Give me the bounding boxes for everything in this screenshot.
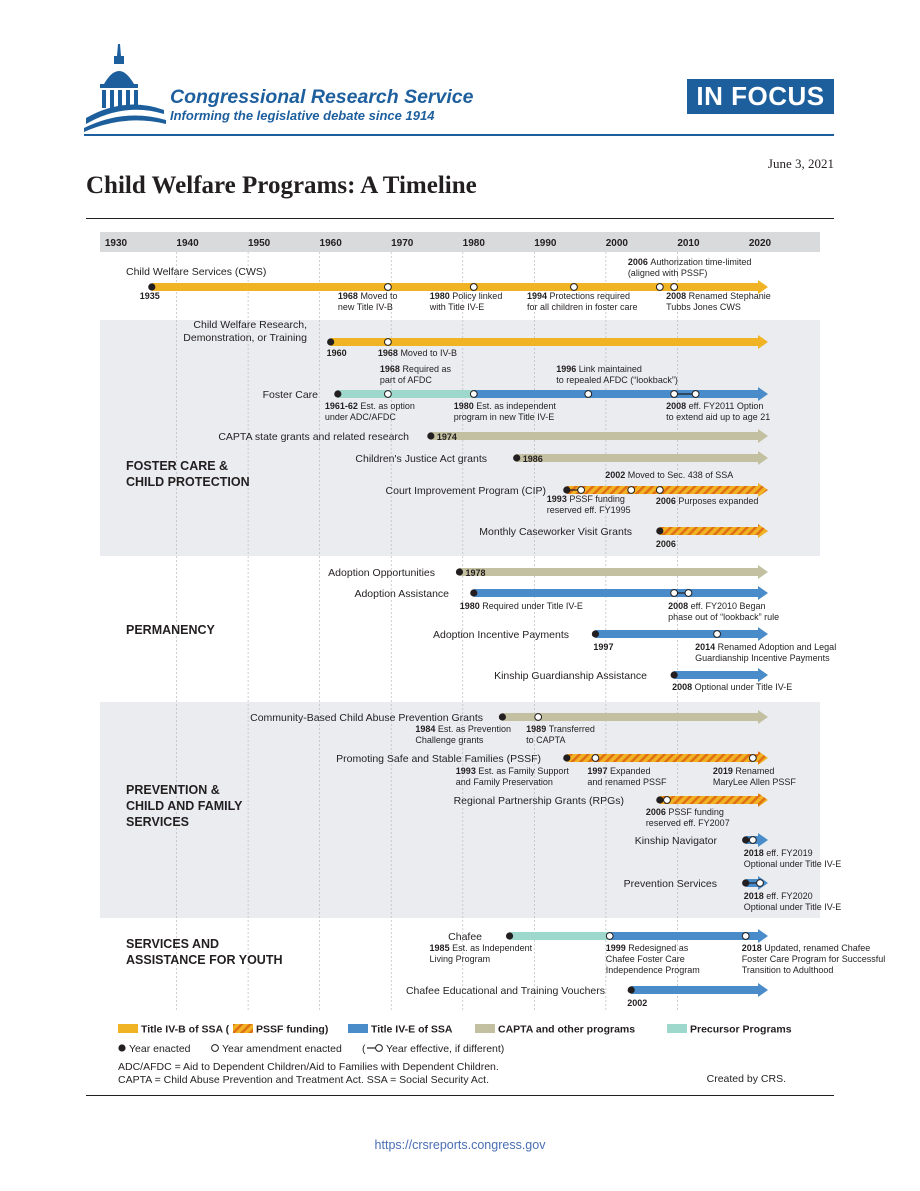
effective-marker (749, 837, 756, 844)
section-label: CHILD PROTECTION (126, 475, 250, 489)
milestone-year: 1994 (526, 291, 550, 301)
milestone-year: 1989 (526, 724, 549, 734)
program-label: Adoption Incentive Payments (433, 629, 569, 641)
program-label: Foster Care (262, 389, 318, 401)
program-label: Children's Justice Act grants (355, 453, 487, 465)
milestone-text: eff. FY2011 Option (688, 401, 764, 411)
milestone-note (646, 807, 724, 817)
legend-effective-marker (376, 1045, 383, 1052)
milestone-year: 2008 (666, 291, 689, 301)
legend-marker-label: Year amendment enacted (222, 1043, 342, 1055)
milestone-note-line: and Family Preservation (455, 777, 553, 787)
milestone-year: 1997 (593, 642, 614, 652)
milestone-note (430, 943, 533, 953)
milestone-note (378, 348, 457, 358)
milestone-year: 2008 (668, 601, 691, 611)
milestone-note-line: reserved eff. FY2007 (645, 818, 730, 828)
program-label: Chafee (448, 931, 482, 943)
milestone-year: 1978 (465, 568, 486, 578)
milestone-note (742, 943, 871, 953)
milestone-note (327, 348, 347, 358)
milestone-text: Required as (402, 364, 451, 374)
milestone-note-line: new Title IV-B (337, 302, 393, 312)
section-label: SERVICES (126, 815, 189, 829)
milestone-year: 1961-62 (324, 401, 361, 411)
milestone-note (547, 494, 625, 504)
milestone-note-line: Living Program (429, 954, 491, 964)
milestone-note-line: Challenge grants (415, 735, 484, 745)
legend-label: Title IV-B of SSA ( (141, 1023, 230, 1036)
enacted-marker (563, 754, 570, 761)
milestone-year: 1997 (587, 766, 610, 776)
enacted-marker (628, 986, 635, 993)
legend-label: CAPTA and other programs (498, 1023, 636, 1036)
x-tick-label: 1940 (176, 238, 199, 249)
milestone-note-line: under ADC/AFDC (324, 412, 396, 422)
milestone-year: 1968 (377, 348, 401, 358)
milestone-note (325, 401, 415, 411)
milestone-year: 1985 (429, 943, 453, 953)
legend-swatch (118, 1024, 138, 1033)
milestone-note (672, 682, 792, 692)
milestone-note (606, 943, 689, 953)
enacted-marker (334, 390, 341, 397)
milestone-note-line: Tubbs Jones CWS (666, 302, 741, 312)
milestone-year: 1996 (556, 364, 579, 374)
amendment-marker (385, 339, 392, 346)
milestone-note-line: Transition to Adulthood (741, 965, 834, 975)
milestone-text: eff. FY2019 (766, 848, 813, 858)
x-tick-label: 2020 (748, 238, 772, 249)
milestone-text: Protections required (549, 291, 631, 301)
x-tick-label: 1970 (391, 238, 414, 249)
x-tick-label: 1960 (319, 238, 342, 249)
legend-label: Precursor Programs (690, 1023, 792, 1036)
legend-enacted-marker (118, 1044, 125, 1051)
milestone-note (415, 724, 511, 734)
milestone-year: 2008 (666, 401, 689, 411)
milestone-year: 1980 (459, 601, 483, 611)
amendment-marker (742, 933, 749, 940)
program-label: Community-Based Child Abuse Prevention Grants (250, 712, 483, 724)
x-tick-label: 2000 (605, 238, 629, 249)
milestone-note-line: MaryLee Allen PSSF (712, 777, 796, 787)
amendment-marker (671, 391, 678, 398)
milestone-year: 1986 (522, 454, 543, 464)
x-tick-label: 1980 (462, 238, 485, 249)
milestone-year: 2008 (672, 682, 695, 692)
legend-label: PSSF funding) (256, 1023, 329, 1036)
enacted-marker (513, 454, 520, 461)
section-label: ASSISTANCE FOR YOUTH (126, 953, 283, 967)
timeline-bar (338, 390, 474, 398)
milestone-text: eff. FY2010 Began (690, 601, 766, 611)
milestone-note-line: part of AFDC (379, 375, 432, 385)
milestone-text: Renamed Adoption and Legal (717, 642, 837, 652)
amendment-marker (671, 284, 678, 291)
milestone-note (338, 291, 398, 301)
abbreviation-note: ADC/AFDC = Aid to Dependent Children/Aid to Families with Dependent Children. (118, 1061, 499, 1073)
milestone-text: Optional under Title IV-E (694, 682, 793, 692)
milestone-note-line: program in new Title IV-E (453, 412, 555, 422)
milestone-note (605, 470, 733, 480)
milestone-note (587, 766, 650, 776)
milestone-note-line: to extend aid up to age 21 (666, 412, 771, 422)
timeline-bar (474, 586, 768, 600)
milestone-year: 1980 (453, 401, 477, 411)
milestone-text: eff. FY2020 (766, 891, 813, 901)
milestone-note-line: and renamed PSSF (587, 777, 667, 787)
milestone-note (666, 401, 763, 411)
milestone-note (744, 891, 813, 901)
milestone-note (628, 257, 752, 267)
effective-marker (692, 391, 699, 398)
milestone-note (656, 539, 676, 549)
milestone-note-line: Independence Program (605, 965, 700, 975)
enacted-marker (456, 568, 463, 575)
amendment-marker (749, 755, 756, 762)
program-label: Adoption Opportunities (328, 567, 435, 579)
milestone-year: 2014 (695, 642, 718, 652)
program-label: Child Welfare Research, (193, 319, 307, 331)
legend-marker-label: Year effective, if different) (386, 1043, 505, 1055)
milestone-note (456, 766, 570, 776)
program-label: Kinship Guardianship Assistance (494, 670, 647, 682)
milestone-note (666, 291, 771, 301)
milestone-text: Purposes expanded (678, 496, 759, 506)
milestone-note (713, 766, 775, 776)
org-name: Congressional Research Service (170, 86, 474, 108)
milestone-text: Transferred (548, 724, 595, 734)
amendment-marker (470, 284, 477, 291)
milestone-text: Policy linked (452, 291, 503, 301)
legend-marker-prefix: ( (362, 1043, 366, 1055)
legend-label: Title IV-E of SSA (371, 1023, 453, 1036)
legend-swatch (475, 1024, 495, 1033)
milestone-year: 1984 (415, 724, 438, 734)
enacted-marker (148, 283, 155, 290)
section-label: SERVICES AND (126, 937, 220, 951)
amendment-marker (628, 487, 635, 494)
timeline-bar (510, 932, 610, 940)
amendment-marker (585, 391, 592, 398)
milestone-text: Est. as independent (476, 401, 556, 411)
program-label: Demonstration, or Training (183, 332, 307, 344)
axis-header-band (100, 232, 820, 252)
milestone-note-line: to CAPTA (526, 735, 566, 745)
milestone-year: 2006 (655, 539, 676, 549)
milestone-year: 2002 (627, 998, 648, 1008)
section-label: PERMANENCY (126, 623, 215, 637)
enacted-marker (327, 338, 334, 345)
amendment-marker (671, 590, 678, 597)
timeline-bar (595, 627, 768, 641)
milestone-year: 1999 (605, 943, 629, 953)
milestone-text: PSSF funding (668, 807, 724, 817)
amendment-marker (714, 631, 721, 638)
milestone-year: 2002 (605, 470, 628, 480)
enacted-marker (563, 486, 570, 493)
milestone-note (523, 454, 543, 464)
program-label: Court Improvement Program (CIP) (385, 485, 546, 497)
milestone-year: 1993 (546, 494, 570, 504)
x-tick-label: 1930 (104, 238, 128, 249)
milestone-note-line: for all children in foster care (526, 302, 638, 312)
milestone-text: Updated, renamed Chafee (764, 943, 871, 953)
milestone-note (556, 364, 642, 374)
effective-marker (757, 880, 764, 887)
org-tagline: Informing the legislative debate since 1914 (170, 108, 435, 123)
abbreviation-note: CAPTA = Child Abuse Prevention and Treatment Act. SSA = Social Security Act. (118, 1074, 490, 1086)
milestone-note-line: phase out of “lookback” rule (668, 612, 780, 622)
enacted-marker (499, 713, 506, 720)
amendment-marker (592, 755, 599, 762)
milestone-note-line: with Title IV-E (429, 302, 485, 312)
enacted-marker (470, 589, 477, 596)
milestone-note-line: Optional under Title IV-E (743, 902, 842, 912)
milestone-note-line: reserved eff. FY1995 (546, 505, 631, 515)
enacted-marker (671, 671, 678, 678)
amendment-marker (385, 284, 392, 291)
milestone-text: Authorization time-limited (650, 257, 752, 267)
program-label: Adoption Assistance (354, 588, 449, 600)
milestone-note (454, 401, 557, 411)
program-label: Kinship Navigator (634, 835, 717, 847)
program-label: Monthly Caseworker Visit Grants (479, 526, 632, 538)
x-tick-label: 2010 (677, 238, 700, 249)
effective-marker (685, 590, 692, 597)
legend-swatch (233, 1024, 253, 1033)
milestone-note-line: Optional under Title IV-E (743, 859, 842, 869)
effective-marker (664, 797, 671, 804)
milestone-note (656, 496, 759, 506)
milestone-year: 1993 (455, 766, 479, 776)
milestone-text: Est. as Family Support (478, 766, 569, 776)
amendment-marker (535, 714, 542, 721)
milestone-year: 2018 (743, 891, 767, 901)
milestone-text: Redesigned as (628, 943, 689, 953)
milestone-note (140, 291, 160, 301)
section-label: PREVENTION & (126, 783, 220, 797)
publication-date: June 3, 2021 (767, 156, 834, 171)
milestone-note-line: to repealed AFDC (“lookback”) (556, 375, 678, 385)
section-label: CHILD AND FAMILY (126, 799, 243, 813)
milestone-text: Moved to IV-B (400, 348, 457, 358)
milestone-year: 2006 (655, 496, 679, 506)
enacted-marker (742, 836, 749, 843)
amendment-marker (656, 284, 663, 291)
milestone-text: Moved to (360, 291, 398, 301)
milestone-year: 1968 (379, 364, 403, 374)
milestone-note (668, 601, 765, 611)
effective-marker (578, 487, 585, 494)
milestone-note (380, 364, 452, 374)
milestone-year: 2019 (712, 766, 736, 776)
milestone-year: 1974 (436, 432, 457, 442)
milestone-text: Link maintained (578, 364, 642, 374)
amendment-marker (385, 391, 392, 398)
program-label: Regional Partnership Grants (RPGs) (453, 795, 624, 807)
timeline-bar (674, 668, 768, 682)
milestone-note (465, 568, 485, 578)
x-tick-label: 1950 (247, 238, 271, 249)
milestone-note (527, 291, 630, 301)
milestone-note (460, 601, 583, 611)
milestone-note-line: Guardianship Incentive Payments (695, 653, 830, 663)
enacted-marker (656, 527, 663, 534)
milestone-year: 1968 (337, 291, 361, 301)
milestone-text: PSSF funding (569, 494, 625, 504)
enacted-marker (506, 932, 513, 939)
timeline-bar (631, 983, 768, 997)
amendment-marker (656, 487, 663, 494)
program-label: Promoting Safe and Stable Families (PSSF) (336, 753, 541, 765)
milestone-text: Expanded (609, 766, 651, 776)
legend-swatch (667, 1024, 687, 1033)
milestone-text: Est. as Independent (452, 943, 533, 953)
program-label: Child Welfare Services (CWS) (126, 266, 267, 278)
section-label: FOSTER CARE & (126, 459, 229, 473)
milestone-note-line: Chafee Foster Care (605, 954, 685, 964)
footer-url[interactable]: https://crsreports.congress.gov (374, 1138, 546, 1152)
milestone-text: Renamed (735, 766, 775, 776)
in-focus-badge: IN FOCUS (687, 79, 834, 114)
milestone-year: 1960 (326, 348, 347, 358)
program-label: Prevention Services (623, 878, 717, 890)
credit-note: Created by CRS. (706, 1073, 786, 1085)
x-tick-label: 1990 (534, 238, 557, 249)
milestone-text: Renamed Stephanie (688, 291, 771, 301)
milestone-note (526, 724, 595, 734)
timeline-bar (459, 565, 768, 579)
program-label: Chafee Educational and Training Vouchers (405, 985, 605, 997)
legend-swatch (348, 1024, 368, 1033)
amendment-marker (606, 933, 613, 940)
milestone-text: Required under Title IV-E (482, 601, 583, 611)
milestone-text: Moved to Sec. 438 of SSA (627, 470, 734, 480)
milestone-note (695, 642, 836, 652)
milestone-year: 2006 (627, 257, 651, 267)
enacted-marker (592, 630, 599, 637)
milestone-note-line: (aligned with PSSF) (627, 268, 708, 278)
milestone-note (593, 642, 613, 652)
legend-amendment-marker (212, 1045, 219, 1052)
page-title: Child Welfare Programs: A Timeline (86, 172, 477, 199)
milestone-year: 2018 (743, 848, 767, 858)
enacted-marker (427, 432, 434, 439)
milestone-note (430, 291, 503, 301)
program-label: CAPTA state grants and related research (218, 431, 409, 443)
enacted-marker (742, 879, 749, 886)
milestone-note-line: Foster Care Program for Successful (741, 954, 886, 964)
footer-rule (86, 1095, 834, 1096)
milestone-year: 2018 (741, 943, 765, 953)
milestone-text: Est. as option (360, 401, 415, 411)
enacted-marker (656, 796, 663, 803)
milestone-note (437, 432, 457, 442)
milestone-year: 1980 (429, 291, 453, 301)
milestone-text: Est. as Prevention (437, 724, 511, 734)
amendment-marker (571, 284, 578, 291)
milestone-note (744, 848, 813, 858)
milestone-year: 1935 (139, 291, 160, 301)
milestone-note (627, 998, 647, 1008)
amendment-marker (470, 391, 477, 398)
milestone-year: 2006 (645, 807, 669, 817)
legend-marker-label: Year enacted (129, 1043, 191, 1055)
